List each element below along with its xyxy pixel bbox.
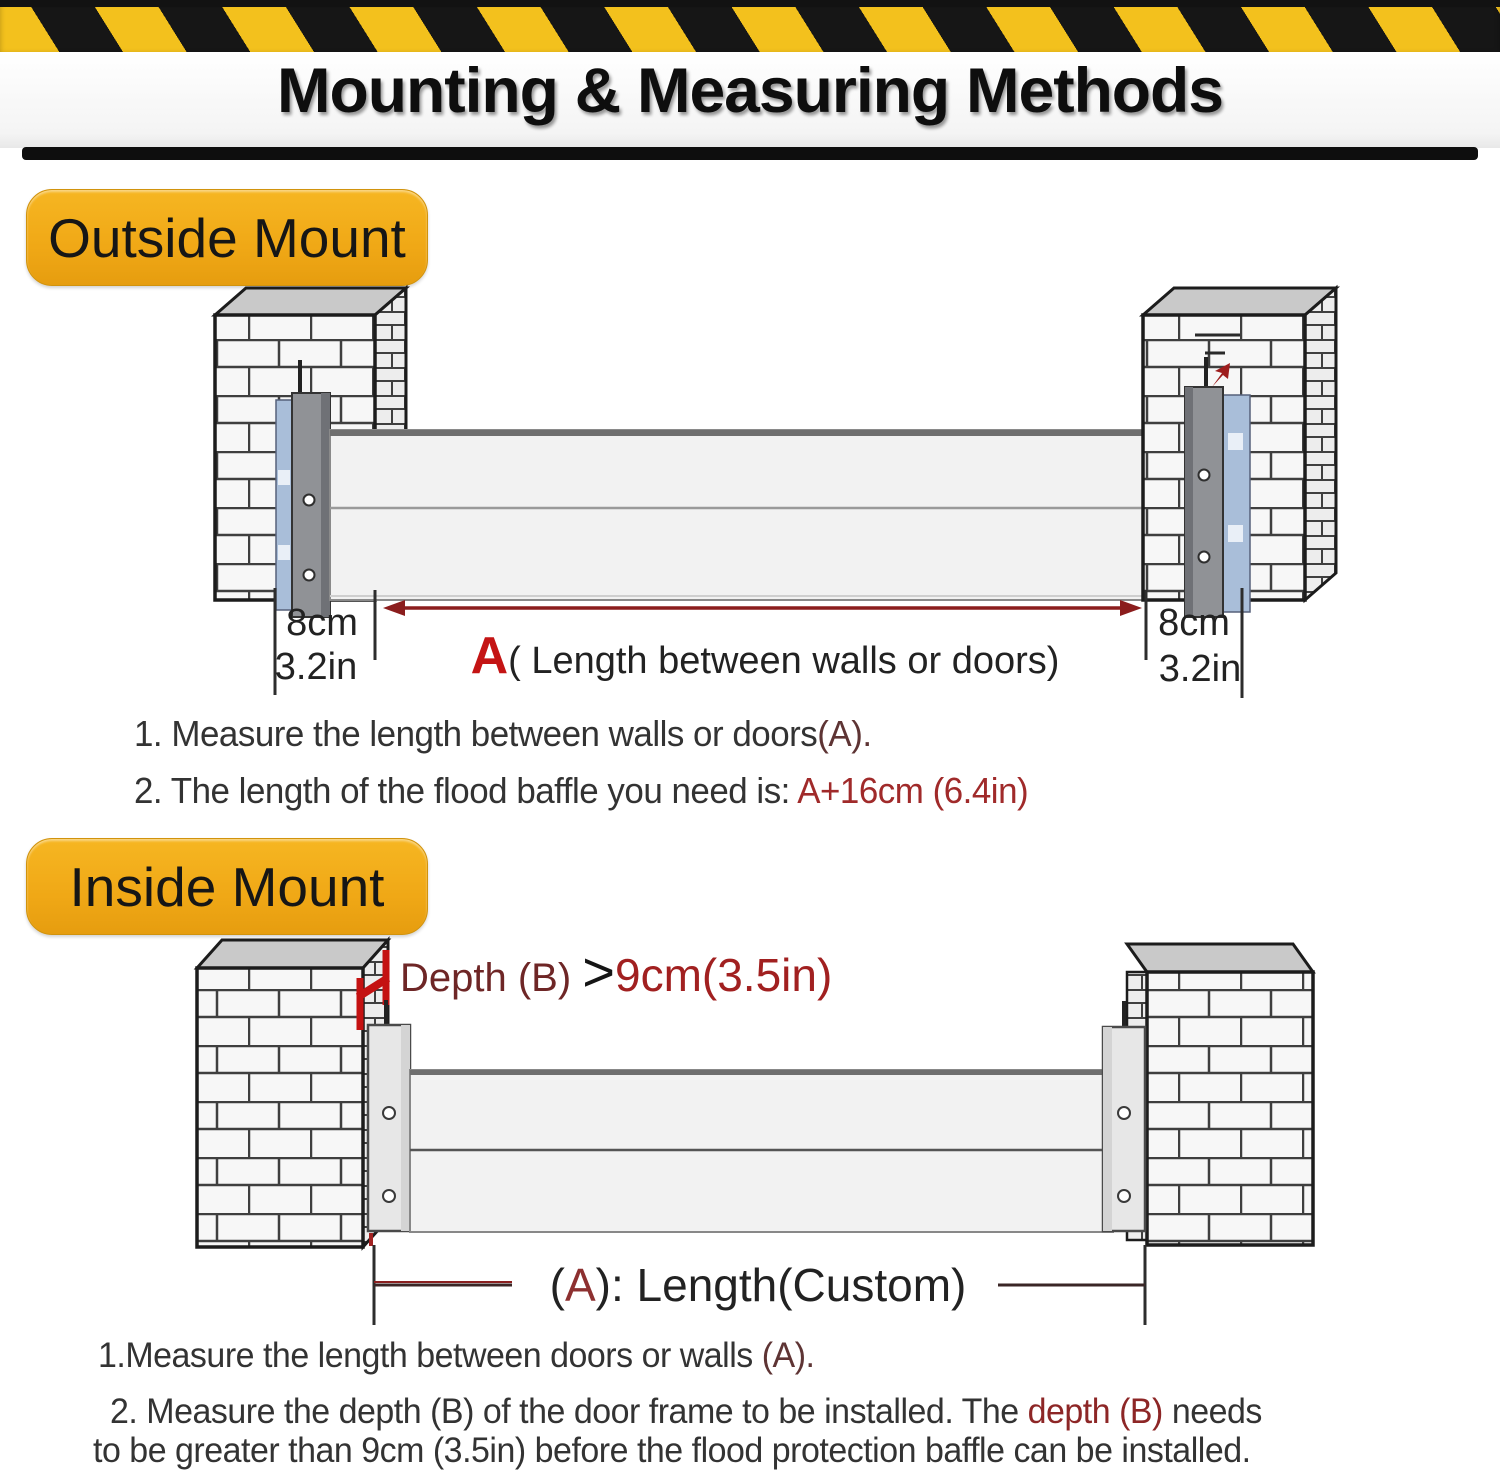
inside-flood-barrier-panel (410, 1070, 1113, 1232)
outside-mount-badge-label: Outside Mount (48, 206, 406, 269)
right-gap-in-label: 3.2in (1158, 648, 1242, 690)
screw-hole (1118, 1190, 1130, 1202)
inside-mount-badge-label: Inside Mount (69, 855, 385, 918)
inside-step-2-line1: 2. Measure the depth (B) of the door frame to be installed. The depth (B) needs (110, 1392, 1262, 1431)
outside-dimension (275, 588, 1242, 698)
inside-mount-badge (26, 838, 428, 935)
gasket-strip (1223, 395, 1250, 612)
inside-right-pillar (1127, 944, 1313, 1245)
inside-mount-diagram (0, 933, 1500, 1333)
outside-mount-diagram (0, 283, 1500, 715)
left-gap-cm-label: 8cm (286, 602, 358, 644)
title-divider (22, 147, 1478, 160)
page-title: Mounting & Measuring Methods (277, 56, 1223, 126)
inside-dimension (374, 1245, 1145, 1325)
outside-step-1: 1. Measure the length between walls or doors(A). (134, 713, 872, 754)
right-gap-cm-label: 8cm (1158, 602, 1230, 644)
screw-hole (383, 1107, 395, 1119)
screw-hole (1118, 1107, 1130, 1119)
inside-step-1: 1.Measure the length between doors or walls (A). (98, 1336, 815, 1375)
outside-right-bracket (1185, 357, 1250, 617)
inside-step-2-line2: to be greater than 9cm (3.5in) before the flood protection baffle can be installed. (93, 1431, 1251, 1470)
screw-hole (383, 1190, 395, 1202)
screw-hole (1199, 470, 1210, 481)
length-custom-label: (A): Length(Custom) (549, 1259, 967, 1311)
outside-mount-badge (26, 189, 428, 286)
length-a-label: A( Length between walls or doors) (470, 627, 1060, 685)
left-gap-in-label: 3.2in (274, 646, 358, 688)
screw-hole (304, 495, 315, 506)
screw-hole (1199, 552, 1210, 563)
screw-hole (304, 570, 315, 581)
gasket-strip (276, 400, 292, 610)
outside-flood-barrier-panel (330, 430, 1185, 600)
inside-left-bracket (368, 1000, 410, 1246)
hazard-stripe-banner (0, 0, 1500, 59)
dimension-arrow (383, 600, 1142, 616)
inside-right-bracket (1103, 1001, 1145, 1231)
depth-label: Depth (B) >9cm(3.5in) (400, 940, 833, 1003)
outside-step-2: 2. The length of the flood baffle you need is: A+16cm (6.4in) (134, 770, 1029, 811)
